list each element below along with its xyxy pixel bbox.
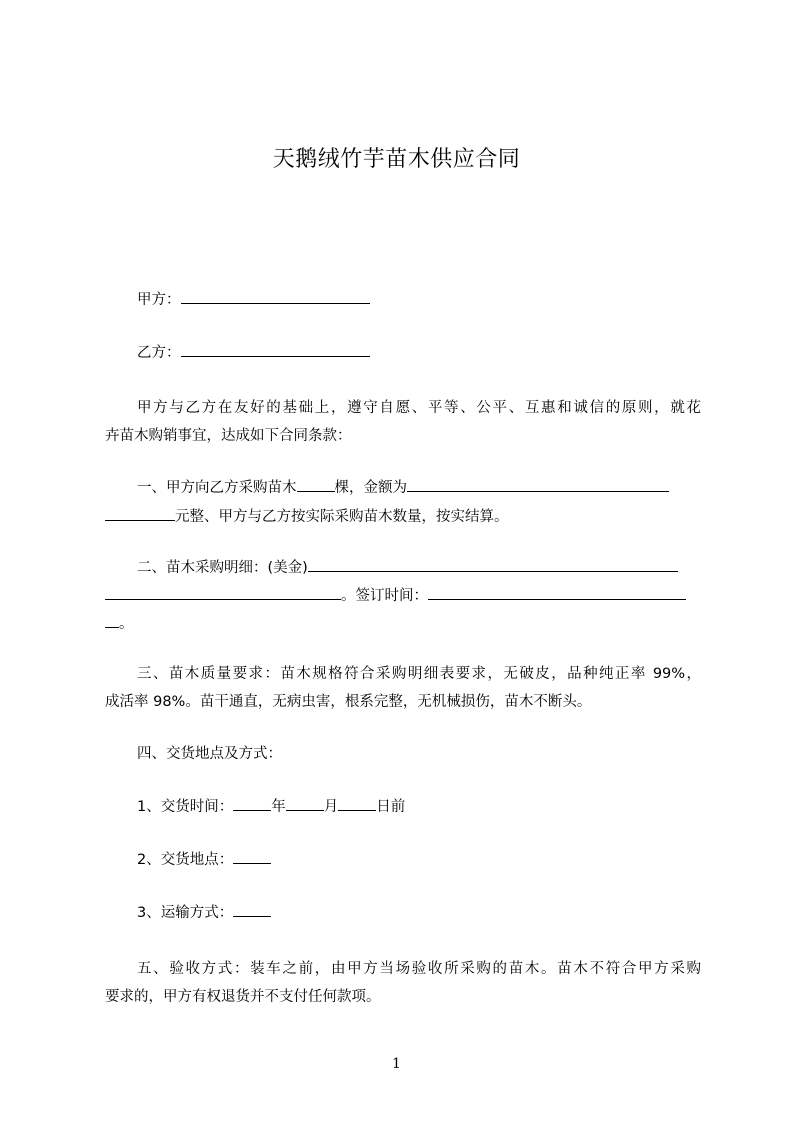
clause-2-details-blank-cont bbox=[105, 585, 341, 600]
delivery-year-blank bbox=[233, 796, 271, 811]
delivery-place-blank bbox=[233, 849, 271, 864]
clause-1-line-2 bbox=[105, 503, 701, 532]
clause-1-text-b: 棵，金额为 bbox=[334, 480, 407, 496]
clause-4-item-2 bbox=[137, 846, 701, 875]
delivery-month-unit: 月 bbox=[323, 799, 339, 815]
clause-5-line-2: 要求的，甲方有权退货并不支付任何款项。 bbox=[105, 989, 381, 1005]
clause-1-quantity-blank bbox=[297, 477, 335, 492]
clause-2-sign-date-blank bbox=[428, 585, 686, 600]
clause-2-line-1 bbox=[137, 554, 701, 583]
delivery-place-label: 2、交货地点： bbox=[137, 852, 234, 868]
clause-1-text-c: 元整、甲方与乙方按实际采购苗木数量，按实结算。 bbox=[175, 509, 509, 525]
clause-1-amount-blank bbox=[407, 477, 669, 492]
intro-line-2: 卉苗木购销事宜，达成如下合同条款： bbox=[105, 428, 352, 444]
clause-4-heading: 四、交货地点及方式： bbox=[137, 746, 282, 762]
clause-2-text-c: 。 bbox=[119, 616, 134, 632]
party-a-blank bbox=[181, 289, 370, 304]
transport-method-label: 3、运输方式： bbox=[137, 905, 234, 921]
delivery-day-blank bbox=[338, 796, 376, 811]
delivery-time-label: 1、交货时间： bbox=[137, 799, 234, 815]
document-title: 天鹅绒竹芋苗木供应合同 bbox=[272, 147, 521, 172]
delivery-month-blank bbox=[286, 796, 324, 811]
clause-1-text-a: 一、甲方向乙方采购苗木 bbox=[137, 480, 297, 496]
clause-4-item-1 bbox=[137, 793, 701, 822]
party-a-label: 甲方： bbox=[137, 292, 181, 308]
clause-4-item-3 bbox=[137, 899, 701, 928]
clause-2-line-3 bbox=[105, 610, 701, 639]
party-b-label: 乙方： bbox=[137, 345, 181, 361]
clause-3-line-2: 成活率 98%。苗干通直，无病虫害，根系完整，无机械损伤，苗木不断头。 bbox=[105, 694, 592, 710]
clause-1-line-1 bbox=[137, 474, 701, 503]
clause-2-sign-date-blank-cont bbox=[105, 613, 119, 628]
party-a-line bbox=[137, 286, 701, 315]
delivery-year-unit: 年 bbox=[271, 799, 286, 815]
clause-3-line-1: 三、苗木质量要求：苗木规格符合采购明细表要求，无破皮，品种纯正率 99%， bbox=[137, 666, 701, 682]
clause-2-line-2 bbox=[105, 582, 701, 611]
clause-2-text-a: 二、苗木采购明细：(美金) bbox=[137, 560, 308, 576]
clause-2-details-blank bbox=[308, 557, 678, 572]
intro-line-1: 甲方与乙方在友好的基础上，遵守自愿、平等、公平、互惠和诚信的原则，就花 bbox=[137, 400, 701, 416]
clause-2-text-b: 。签订时间： bbox=[341, 588, 428, 604]
page-number: 1 bbox=[392, 1056, 401, 1072]
party-b-line bbox=[137, 339, 701, 368]
party-b-blank bbox=[181, 342, 370, 357]
clause-5-line-1: 五、验收方式：装车之前，由甲方当场验收所采购的苗木。苗木不符合甲方采购 bbox=[137, 961, 701, 977]
delivery-day-unit: 日前 bbox=[376, 799, 406, 815]
transport-method-blank bbox=[233, 902, 271, 917]
clause-1-amount-blank-cont bbox=[105, 506, 175, 521]
